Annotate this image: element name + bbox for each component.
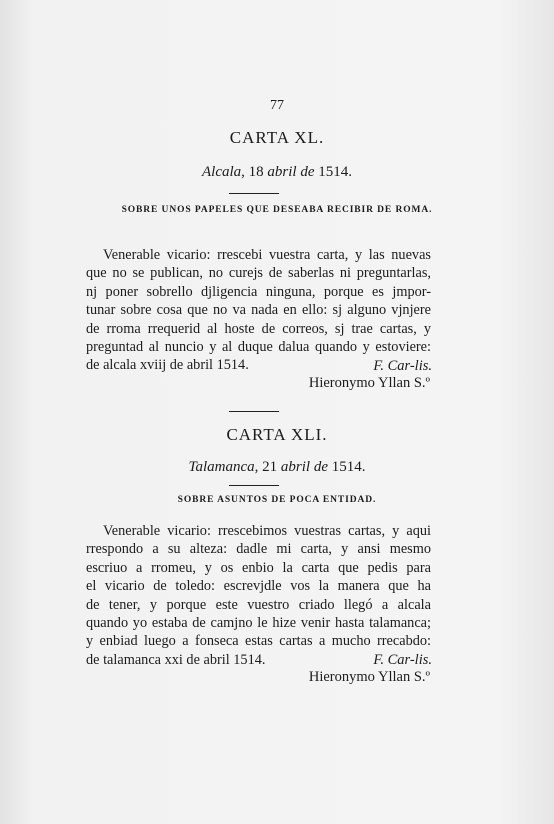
dateline-day: 18	[248, 164, 264, 180]
body-line: nj poner sobrello djligencia ninguna, porque es jmpor-	[86, 283, 431, 300]
body-line: Venerable vicario: rrescebi vuestra carta, y las nuevas	[103, 247, 431, 263]
dateline-year: 1514.	[318, 164, 352, 180]
page-number: 77	[270, 98, 284, 113]
divider-rule	[229, 411, 279, 412]
letter-subject: SOBRE UNOS PAPELES QUE DESEABA RECIBIR DE ROMA.	[121, 205, 433, 215]
body-line: de rroma rrequerid al hoste de correos, sj trae cartas, y	[86, 320, 431, 337]
letter-body	[86, 522, 431, 669]
body-line: y enbiad luego a fonseca estas cartas a mucho rrecabdo:	[86, 633, 431, 650]
body-line: de talamanca xxi de abril 1514.	[86, 651, 266, 668]
letter-subject: SOBRE ASUNTOS DE POCA ENTIDAD.	[177, 495, 377, 505]
divider-rule	[229, 193, 279, 194]
body-line: de alcala xviij de abril 1514.	[86, 357, 249, 374]
divider-rule	[229, 485, 279, 486]
dateline-month: abril de	[280, 459, 328, 475]
signature-name: Hieronymo Yllan S.º	[308, 375, 430, 391]
letter-title: CARTA XL.	[229, 128, 325, 147]
letter-body	[86, 246, 431, 375]
body-line: tunar sobre cosa que no va nada en ello: sj alguno vjnjere	[86, 302, 431, 319]
signature-initials: F. Car-lis.	[373, 652, 432, 668]
signature-initials: F. Car-lis.	[373, 358, 432, 374]
body-line: escriuo a rromeu, y os enbio la carta que pedis para	[86, 559, 431, 576]
letter-title: CARTA XLI.	[226, 425, 328, 444]
dateline-place: Alcala	[202, 164, 242, 180]
body-line: Venerable vicario: rrescebimos vuestras cartas, y aqui	[103, 523, 431, 539]
dateline-place: Talamanca	[188, 459, 255, 475]
body-line: el vicario de toledo: escrevjdle vos la manera que ha	[86, 578, 431, 595]
body-line: preguntad al nuncio y al duque dalua quando y estoviere:	[86, 339, 431, 356]
dateline: Talamanca, 21 abril de 1514.	[188, 459, 366, 475]
body-line: quando yo estaba de camjno le hize venir hasta talamanca;	[86, 615, 431, 632]
signature-name: Hieronymo Yllan S.º	[308, 669, 430, 685]
dateline-day: 21	[262, 459, 278, 475]
body-line: rrespondo a su alteza: dadle mi carta, y ansi mesmo	[86, 541, 431, 558]
body-line: que no se publican, no curejs de saberlas ni preguntarlas,	[86, 265, 431, 282]
body-line: de tener, y porque este vuestro criado llegó a alcala	[86, 596, 431, 613]
dateline: Alcala, 18 abril de 1514.	[202, 164, 352, 180]
dateline-month: abril de	[267, 164, 315, 180]
dateline-year: 1514.	[331, 459, 366, 475]
